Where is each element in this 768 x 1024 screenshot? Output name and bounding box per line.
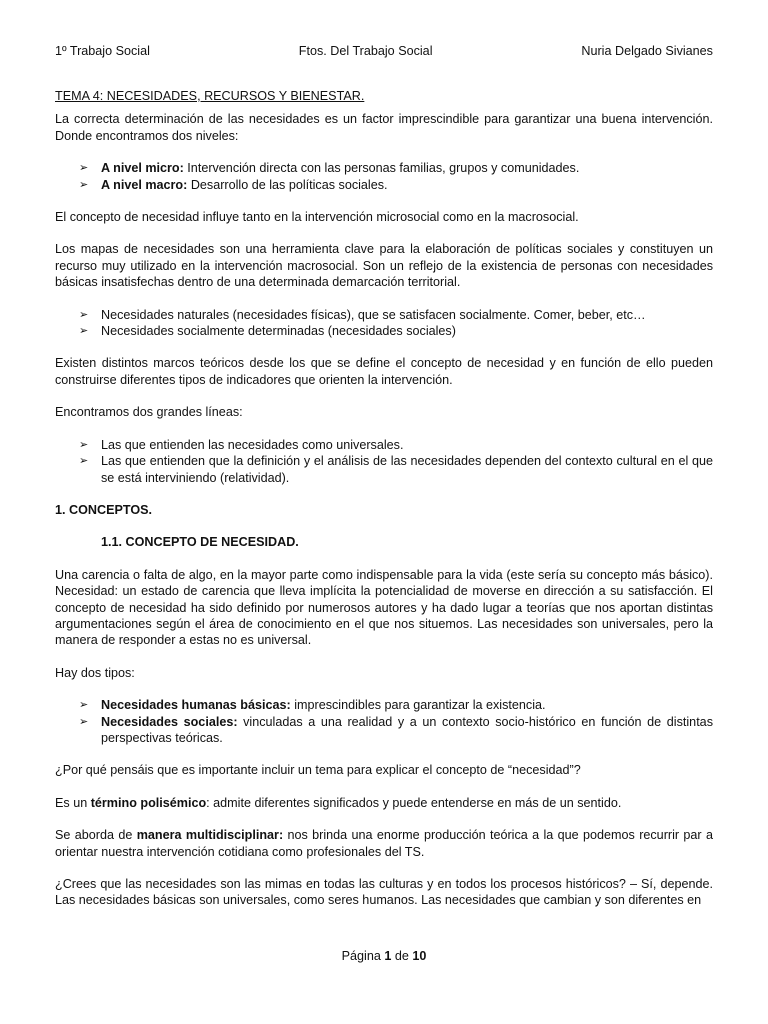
list-item-term: Necesidades sociales: <box>101 714 238 729</box>
text-run: Es un <box>55 795 91 810</box>
arrow-bullet-icon: ➢ <box>79 325 89 338</box>
footer-prefix: Página <box>341 949 385 963</box>
text-run: nos brinda una enorme producción teórica a la que podemos recurrir par a orientar nuestra intervención cotidiana como profesionales del TS. <box>55 828 713 859</box>
arrow-bullet-icon: ➢ <box>79 162 89 175</box>
list-item <box>55 697 713 713</box>
list-item <box>55 323 713 339</box>
paragraph-intro: La correcta determinación de las necesidades es un factor imprescindible para garantizar una buena intervención. Donde encontramos dos niveles: <box>55 112 713 143</box>
lines-list <box>55 437 713 486</box>
list-item-text: Intervención directa con las personas familias, grupos y comunidades. <box>183 161 580 176</box>
paragraph-multidisciplinar <box>55 827 713 860</box>
paragraph-culturas: ¿Crees que las necesidades son las mimas en todas las culturas y en todos los procesos históricos? – Sí, depende. Las necesidades básicas son universales, como seres humanos. Las necesidades que cambian y son diferentes en <box>55 877 713 908</box>
paragraph-mapas: Los mapas de necesidades son una herramienta clave para la elaboración de políticas sociales y constituyen un recurso muy utilizado en la intervención macrosocial. Son un reflejo de la existencia de personas con necesidades básicas insatisfechas dentro de una determinada demarcación territorial. <box>55 242 713 290</box>
list-item-text: Desarrollo de las políticas sociales. <box>187 177 388 192</box>
list-item <box>55 177 713 193</box>
paragraph-polisemico <box>55 795 713 811</box>
arrow-bullet-icon: ➢ <box>79 438 89 451</box>
list-item-text: Necesidades naturales (necesidades físicas), que se satisfacen socialmente. Comer, beber, etc… <box>101 307 646 322</box>
paragraph-tipos: Hay dos tipos: <box>55 665 135 680</box>
bold-term: término polisémico <box>90 795 207 810</box>
list-item-text: Las que entienden que la definición y el análisis de las necesidades dependen del contexto cultural en el que se está interviniendo (relatividad). <box>101 454 713 485</box>
paragraph-pregunta: ¿Por qué pensáis que es importante incluir un tema para explicar el concepto de “necesidad”? <box>55 763 581 778</box>
arrow-bullet-icon: ➢ <box>79 699 89 712</box>
two-types-list <box>55 697 713 746</box>
list-item-text: Necesidades socialmente determinadas (necesidades sociales) <box>101 324 456 339</box>
arrow-bullet-icon: ➢ <box>79 308 89 321</box>
levels-list <box>55 160 713 193</box>
footer-middle: de <box>391 949 413 963</box>
header-author: Nuria Delgado Sivianes <box>581 44 713 58</box>
needs-types-list <box>55 307 713 340</box>
header-course: 1º Trabajo Social <box>55 44 150 58</box>
page-footer <box>0 948 768 964</box>
list-item <box>55 160 713 176</box>
list-item-term: Necesidades humanas básicas: <box>101 698 291 713</box>
paragraph-concepto: El concepto de necesidad influye tanto en la intervención microsocial como en la macrosocial. <box>55 210 579 225</box>
arrow-bullet-icon: ➢ <box>79 178 89 191</box>
paragraph-carencia: Una carencia o falta de algo, en la mayor parte como indispensable para la vida (este sería su concepto más básico). Necesidad: un estado de carencia que lleva implícita la potencialidad de moverse en dirección a su satisfacción. El concepto de necesidad ha sido definido por numerosos autores y ha dado lugar a teorías que nos aportan distintas argumentaciones según el área de conocimiento en el que nos situemos. Las necesidades son universales, pero la manera de responder a estas no es universal. <box>55 567 713 648</box>
subsection-heading-necesidad: 1.1. CONCEPTO DE NECESIDAD. <box>101 535 299 550</box>
text-run: Se aborda de <box>55 828 137 843</box>
footer-page-total: 10 <box>412 949 427 963</box>
list-item-text: imprescindibles para garantizar la existencia. <box>290 698 546 713</box>
arrow-bullet-icon: ➢ <box>79 715 89 728</box>
arrow-bullet-icon: ➢ <box>79 455 89 468</box>
list-item-text: vinculadas a una realidad y a un contexto socio-histórico en función de distintas perspectivas teóricas. <box>101 714 713 745</box>
page-header <box>55 43 713 59</box>
footer-page-number: 1 <box>384 949 392 963</box>
bold-term: manera multidisciplinar: <box>136 828 284 843</box>
header-subject: Ftos. Del Trabajo Social <box>298 44 433 58</box>
document-body <box>55 88 713 909</box>
list-item-term: A nivel macro: <box>101 177 188 192</box>
paragraph-lineas: Encontramos dos grandes líneas: <box>55 405 243 420</box>
list-item-text: Las que entienden las necesidades como universales. <box>101 437 404 452</box>
paragraph-marcos: Existen distintos marcos teóricos desde los que se define el concepto de necesidad y en función de ello pueden construirse diferentes tipos de indicadores que orienten la intervención. <box>55 356 713 387</box>
list-item-term: A nivel micro: <box>101 161 184 176</box>
text-run: : admite diferentes significados y puede entenderse en más de un sentido. <box>206 795 622 810</box>
list-item <box>55 453 713 486</box>
document-title: TEMA 4: NECESIDADES, RECURSOS Y BIENESTAR. <box>55 89 365 103</box>
list-item <box>55 307 713 323</box>
list-item <box>55 437 713 453</box>
list-item <box>55 714 713 747</box>
section-heading-conceptos: 1. CONCEPTOS. <box>55 502 153 517</box>
